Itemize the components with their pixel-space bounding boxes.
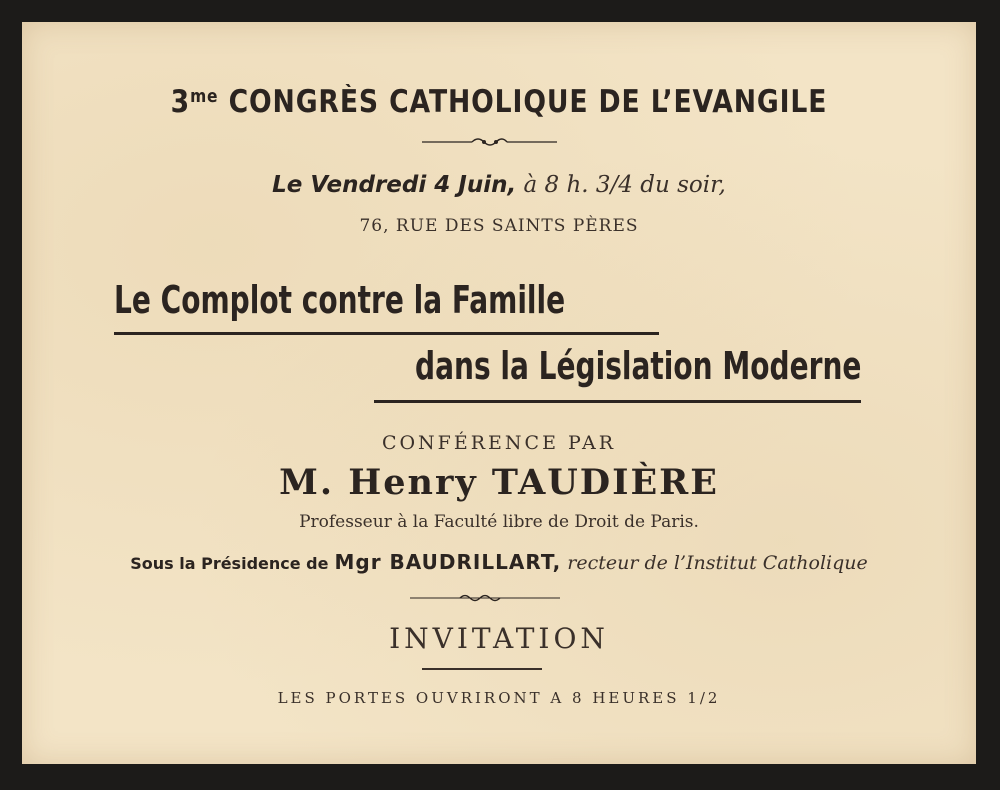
invitation-card [22, 22, 976, 764]
congress-ordinal-suffix: me [190, 86, 219, 107]
presidency-role: recteur de l’Institut Catholique [567, 552, 868, 574]
congress-name: CONGRÈS CATHOLIQUE DE L’EVANGILE [228, 84, 828, 120]
event-address: 76, RUE DES SAINTS PÈRES [359, 216, 639, 236]
conference-by-label: CONFÉRENCE PAR [381, 432, 617, 454]
topic-underline-2 [374, 400, 861, 403]
ornament-divider-small-icon [410, 593, 560, 603]
topic-line-2: dans la Législation Moderne [414, 344, 861, 388]
topic-line-1: Le Complot contre la Famille [114, 278, 566, 322]
event-day: Le Vendredi 4 Juin, [272, 172, 517, 198]
event-time: à 8 h. 3/4 du soir, [523, 172, 726, 198]
doors-open-notice: LES PORTES OUVRIRONT A 8 HEURES 1/2 [277, 689, 721, 707]
speaker-title: Professeur à la Faculté libre de Droit de Paris. [299, 512, 699, 532]
topic-underline-1 [114, 332, 659, 335]
congress-ordinal: 3 [170, 84, 191, 120]
congress-title [89, 84, 909, 120]
presidency-prefix: Sous la Présidence de [130, 554, 329, 573]
invitation-heading: INVITATION [389, 622, 609, 655]
presidency-name: Mgr BAUDRILLART, [334, 550, 562, 574]
event-date [22, 172, 976, 198]
ornament-divider-icon [422, 136, 557, 148]
presidency-line [22, 550, 976, 574]
invitation-underline [422, 668, 542, 670]
speaker-name: M. Henry TAUDIÈRE [279, 462, 719, 503]
